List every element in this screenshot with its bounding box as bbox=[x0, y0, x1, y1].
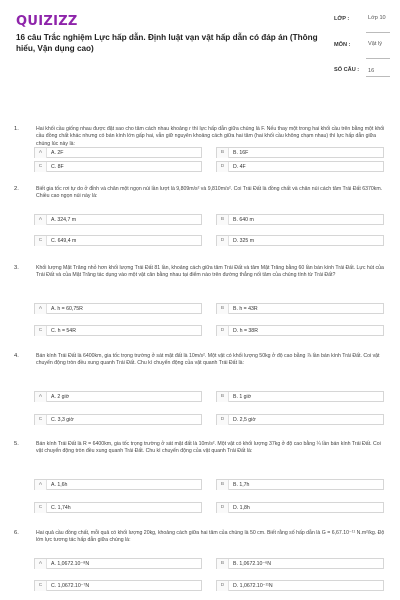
option-b[interactable] bbox=[216, 479, 384, 490]
option-text: D. 325 m bbox=[233, 238, 255, 244]
option-c[interactable] bbox=[34, 161, 202, 172]
option-c[interactable] bbox=[34, 414, 202, 425]
question-number: 4. bbox=[14, 353, 19, 359]
option-a[interactable] bbox=[34, 558, 202, 569]
option-letter: C bbox=[35, 162, 47, 172]
option-text: A. 324,7 m bbox=[51, 217, 77, 223]
option-letter: C bbox=[35, 503, 47, 513]
option-letter: B bbox=[217, 392, 229, 402]
option-d[interactable] bbox=[216, 235, 384, 246]
option-d[interactable] bbox=[216, 325, 384, 336]
option-text: B. 1,7h bbox=[233, 482, 250, 488]
option-letter: A bbox=[35, 559, 47, 569]
option-text: A. 1,0672.10⁻⁸N bbox=[51, 561, 90, 567]
option-text: B. h = 43R bbox=[233, 306, 258, 312]
option-text: A. h = 60,75R bbox=[51, 306, 83, 312]
option-letter: A bbox=[35, 480, 47, 490]
class-label: LỚP : bbox=[334, 16, 350, 22]
subject-value: Vật lý bbox=[368, 41, 382, 47]
option-letter: D bbox=[217, 236, 229, 246]
option-b[interactable] bbox=[216, 147, 384, 158]
option-c[interactable] bbox=[34, 235, 202, 246]
question-number: 1. bbox=[14, 126, 19, 132]
option-letter: B bbox=[217, 215, 229, 225]
question-number: 6. bbox=[14, 530, 19, 536]
class-value: Lớp 10 bbox=[368, 15, 386, 21]
option-a[interactable] bbox=[34, 303, 202, 314]
option-text: B. 640 m bbox=[233, 217, 254, 223]
option-letter: D bbox=[217, 581, 229, 591]
option-b[interactable] bbox=[216, 391, 384, 402]
option-text: B. 1,0672.10⁻⁶N bbox=[233, 561, 272, 567]
question-text: Bán kính Trái Đất là R = 6400km, gia tốc trọng trường ở sát mặt đất là 10m/s². Một vật có khối lượng 37kg ở độ cao bằng ¼ lần bán kính Trái Đất. Coi vật chuyển động tròn đều xung quanh Trái Đất. Chu kì chuyển động của vật quanh Trái Đất là: bbox=[36, 441, 381, 455]
question-text: Khối lượng Mặt Trăng nhỏ hơn khối lượng Trái Đất 81 lần, khoảng cách giữa tâm Trái Đất và tâm Mặt Trăng bằng 60 lần bán kính Trái Đất. Lực hút của Trái Đất và của Mặt Trăng tác dụng vào một vật cân bằng nhau tại điểm nào trên đường thẳng nối tâm của chúng tính từ Trái Đất? bbox=[36, 265, 384, 279]
option-d[interactable] bbox=[216, 414, 384, 425]
subject-label: MÔN : bbox=[334, 42, 351, 48]
option-letter: B bbox=[217, 559, 229, 569]
option-text: A. 2 giờ bbox=[51, 394, 70, 400]
option-text: D. h = 38R bbox=[233, 328, 258, 334]
question-number: 3. bbox=[14, 265, 19, 271]
question-text: Bán kính Trái Đất là 6400km, gia tốc trọng trường ở sát mặt đất là 10m/s². Một vật có khối lượng 50kg ở độ cao bằng ⅞ lần bán kính Trái Đất. Coi vật chuyển động tròn đều xung quanh Trái Đất. Chu kì chuyển động của vật quanh Trái Đất là: bbox=[36, 353, 380, 367]
option-a[interactable] bbox=[34, 147, 202, 158]
option-letter: A bbox=[35, 304, 47, 314]
option-letter: B bbox=[217, 480, 229, 490]
count-value: 16 bbox=[368, 68, 375, 74]
quizizz-logo: QUIZIZZ bbox=[16, 14, 78, 29]
option-letter: A bbox=[35, 148, 47, 158]
option-letter: D bbox=[217, 503, 229, 513]
option-text: D. 1,0672.10⁻¹¹N bbox=[233, 583, 273, 589]
option-text: C. 649,4 m bbox=[51, 238, 77, 244]
option-a[interactable] bbox=[34, 214, 202, 225]
option-text: D. 2,5 giờ bbox=[233, 417, 256, 423]
option-c[interactable] bbox=[34, 580, 202, 591]
option-b[interactable] bbox=[216, 558, 384, 569]
option-letter: A bbox=[35, 215, 47, 225]
option-text: D. 4F bbox=[233, 164, 246, 170]
option-text: C. 1,74h bbox=[51, 505, 71, 511]
option-a[interactable] bbox=[34, 391, 202, 402]
option-text: A. 1,6h bbox=[51, 482, 68, 488]
option-text: C. h = 54R bbox=[51, 328, 76, 334]
option-letter: C bbox=[35, 415, 47, 425]
option-d[interactable] bbox=[216, 161, 384, 172]
option-text: B. 16F bbox=[233, 150, 249, 156]
option-text: D. 1,8h bbox=[233, 505, 250, 511]
option-letter: D bbox=[217, 326, 229, 336]
option-a[interactable] bbox=[34, 479, 202, 490]
option-letter: D bbox=[217, 415, 229, 425]
option-d[interactable] bbox=[216, 502, 384, 513]
question-text: Hai quả cầu đồng chất, mỗi quả có khối lượng 20kg, khoảng cách giữa hai tâm của chúng là 50 cm. Biết rằng số hấp dẫn là G = 6,67.10⁻¹¹ N.m²/kg. Độ lớn lực tương tác hấp dẫn giữa chúng là: bbox=[36, 530, 385, 544]
option-c[interactable] bbox=[34, 502, 202, 513]
option-letter: B bbox=[217, 304, 229, 314]
count-label: SỐ CÂU : bbox=[334, 67, 360, 73]
option-letter: C bbox=[35, 236, 47, 246]
option-text: C. 1,0672.10⁻⁷N bbox=[51, 583, 90, 589]
page-title: 16 câu Trắc nghiệm Lực hấp dẫn. Định luật vạn vật hấp dẫn có đáp án (Thông hiểu, Vận dụng cao) bbox=[16, 33, 318, 53]
option-letter: A bbox=[35, 392, 47, 402]
question-number: 5. bbox=[14, 441, 19, 447]
option-b[interactable] bbox=[216, 303, 384, 314]
question-number: 2. bbox=[14, 186, 19, 192]
option-c[interactable] bbox=[34, 325, 202, 336]
question-text: Hai khối cầu giống nhau được đặt sao cho tâm cách nhau khoảng r thì lực hấp dẫn giữa chúng là F. Nếu thay một trong hai khối cầu trên bằng một khối cầu đồng chất khác nhưng có bán kính lớn gấp hai, vẫn giữ nguyên khoảng cách giữa hai tâm (hai khối cầu không chạm nhau) thì lực hấp dẫn giữa chúng lúc này là: bbox=[36, 126, 385, 147]
question-text: Biết gia tốc rơi tự do ở đỉnh và chân một ngọn núi lần lượt là 9,809m/s² và 9,810m/s². Coi Trái Đất là đồng chất và chân núi cách tâm Trái Đất 6370km. Chiều cao ngọn núi này là: bbox=[36, 186, 383, 200]
option-letter: C bbox=[35, 326, 47, 336]
option-text: C. 8F bbox=[51, 164, 64, 170]
option-b[interactable] bbox=[216, 214, 384, 225]
option-letter: D bbox=[217, 162, 229, 172]
option-letter: B bbox=[217, 148, 229, 158]
option-text: B. 1 giờ bbox=[233, 394, 252, 400]
option-letter: C bbox=[35, 581, 47, 591]
option-d[interactable] bbox=[216, 580, 384, 591]
option-text: C. 3,3 giờ bbox=[51, 417, 74, 423]
option-text: A. 2F bbox=[51, 150, 64, 156]
